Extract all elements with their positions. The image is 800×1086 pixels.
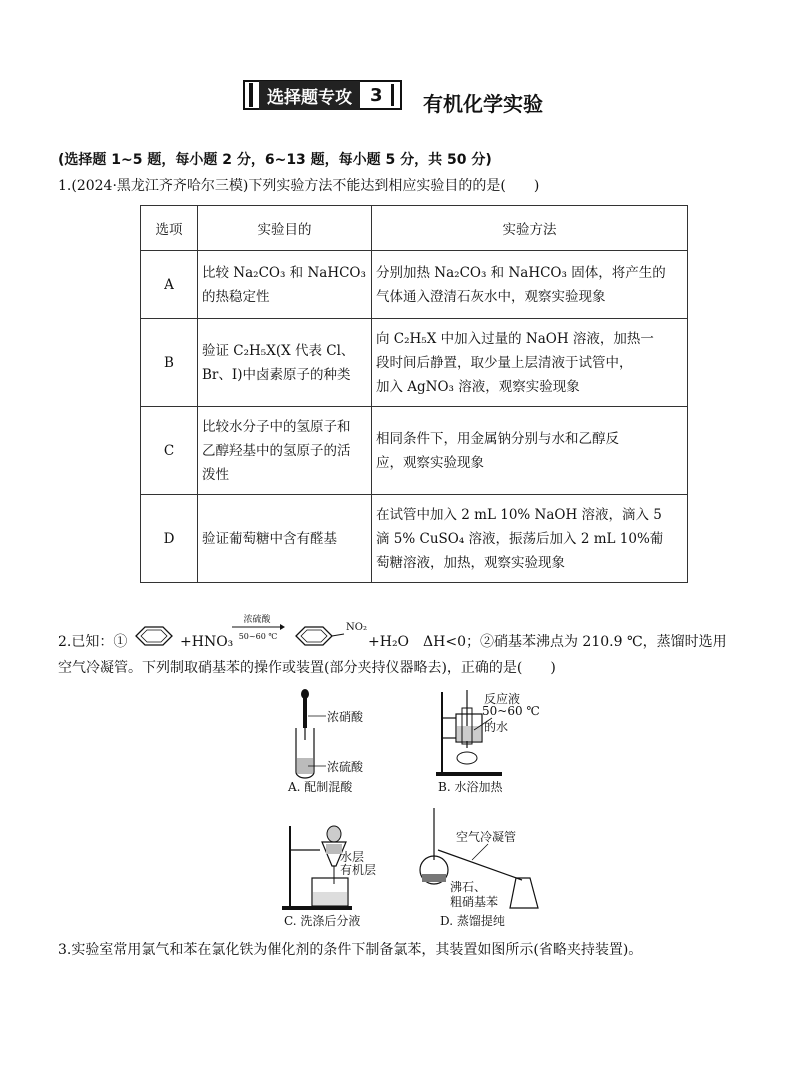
tag-right-bar <box>391 84 394 106</box>
section-tag-label: 选择题专攻 <box>259 81 360 110</box>
option-cell: D <box>141 495 198 583</box>
apparatus-d-caption: D. 蒸馏提纯 <box>440 914 505 928</box>
goal-line: 比较 Na₂CO₃ 和 NaHCO₃ <box>202 264 366 281</box>
goal-cell <box>198 251 372 319</box>
goal-line: 比较水分子中的氢原子和 <box>202 418 351 435</box>
q2-line2: 空气冷凝管。下列制取硝基苯的操作或装置(部分夹持仪器略去)，正确的是( ) <box>58 660 556 676</box>
method-cell <box>372 319 688 407</box>
q2-prefix: 2.已知：① <box>58 634 128 650</box>
table-row <box>141 407 688 495</box>
q1-table <box>140 205 688 583</box>
section-tag-number: 3 <box>370 84 383 106</box>
method-line: 分别加热 Na₂CO₃ 和 NaHCO₃ 固体，将产生的 <box>376 264 666 281</box>
arrow-bottom-label: 50~60 ℃ <box>238 632 278 641</box>
tag-left-bar <box>249 83 253 107</box>
col-header-option: 选项 <box>141 206 198 251</box>
method-line: 在试管中加入 2 mL 10% NaOH 溶液，滴入 5 <box>376 506 662 523</box>
option-cell: B <box>141 319 198 407</box>
goal-line: 的热稳定性 <box>202 288 270 305</box>
col-header-goal: 实验目的 <box>198 206 372 251</box>
apparatus-c-caption: C. 洗涤后分液 <box>284 914 361 928</box>
method-line: 滴 5% CuSO₄ 溶液，振荡后加入 2 mL 10%葡 <box>376 530 664 547</box>
method-line: 萄糖溶液，加热，观察实验现象 <box>376 554 565 571</box>
method-line: 相同条件下，用金属钠分别与水和乙醇反 <box>376 430 619 447</box>
section-tag <box>243 80 402 110</box>
apparatus-c-label: 水层 <box>340 850 365 864</box>
goal-line: 泼性 <box>202 466 229 483</box>
q2-reagent: +HNO₃ <box>180 634 234 650</box>
apparatus-d-label: 沸石、 <box>450 880 487 894</box>
nitro-group-label: NO₂ <box>346 622 367 633</box>
goal-line: 验证葡萄糖中含有醛基 <box>202 530 337 547</box>
goal-line: 乙醇羟基中的氢原子的活 <box>202 442 351 459</box>
apparatus-b-label: 反应液 <box>484 692 521 706</box>
reaction-arrow-icon <box>230 622 286 632</box>
apparatus-c-label: 有机层 <box>340 863 377 877</box>
section-header <box>243 80 402 110</box>
method-line: 段时间后静置，取少量上层清液于试管中， <box>376 354 633 371</box>
table-row <box>141 319 688 407</box>
table-row <box>141 495 688 583</box>
table-header-row <box>141 206 688 251</box>
arrow-top-label: 浓硫酸 <box>243 615 271 625</box>
apparatus-a-label: 浓硝酸 <box>327 710 364 724</box>
goal-cell <box>198 495 372 583</box>
q2-after: +H₂O ΔH<0；②硝基苯沸点为 210.9 ℃，蒸馏时选用 <box>368 634 727 650</box>
goal-line: 验证 C₂H₅X(X 代表 Cl、 <box>202 342 355 359</box>
q1-stem: 1.(2024·黑龙江齐齐哈尔三模)下列实验方法不能达到相应实验目的的是( ) <box>58 178 540 194</box>
apparatus-b-caption: B. 水浴加热 <box>438 780 503 794</box>
table-row <box>141 251 688 319</box>
method-line: 加入 AgNO₃ 溶液，观察实验现象 <box>376 378 580 395</box>
method-line: 向 C₂H₅X 中加入过量的 NaOH 溶液，加热一 <box>376 330 654 347</box>
benzene-ring-icon <box>130 620 180 652</box>
apparatus-b-label: 50~60 ℃ <box>482 704 540 718</box>
method-cell <box>372 495 688 583</box>
page-title: 有机化学实验 <box>423 92 543 116</box>
apparatus-b-label: 的水 <box>484 720 509 734</box>
option-cell: C <box>141 407 198 495</box>
apparatus-d-label: 粗硝基苯 <box>450 895 499 909</box>
goal-cell <box>198 319 372 407</box>
apparatus-a-caption: A. 配制混酸 <box>288 780 353 794</box>
q3-stem: 3.实验室常用氯气和苯在氯化铁为催化剂的条件下制备氯苯，其装置如图所示(省略夹持装置)。 <box>58 942 643 958</box>
method-cell <box>372 251 688 319</box>
goal-cell <box>198 407 372 495</box>
instructions: (选择题 1~5 题，每小题 2 分，6~13 题，每小题 5 分，共 50 分) <box>58 152 492 168</box>
apparatus-a-label: 浓硫酸 <box>327 760 364 774</box>
goal-line: Br、I)中卤素原子的种类 <box>202 366 351 383</box>
apparatus-d-label: 空气冷凝管 <box>456 830 517 844</box>
col-header-method: 实验方法 <box>372 206 688 251</box>
method-line: 应，观察实验现象 <box>376 454 484 471</box>
option-cell: A <box>141 251 198 319</box>
method-line: 气体通入澄清石灰水中，观察实验现象 <box>376 288 606 305</box>
method-cell <box>372 407 688 495</box>
